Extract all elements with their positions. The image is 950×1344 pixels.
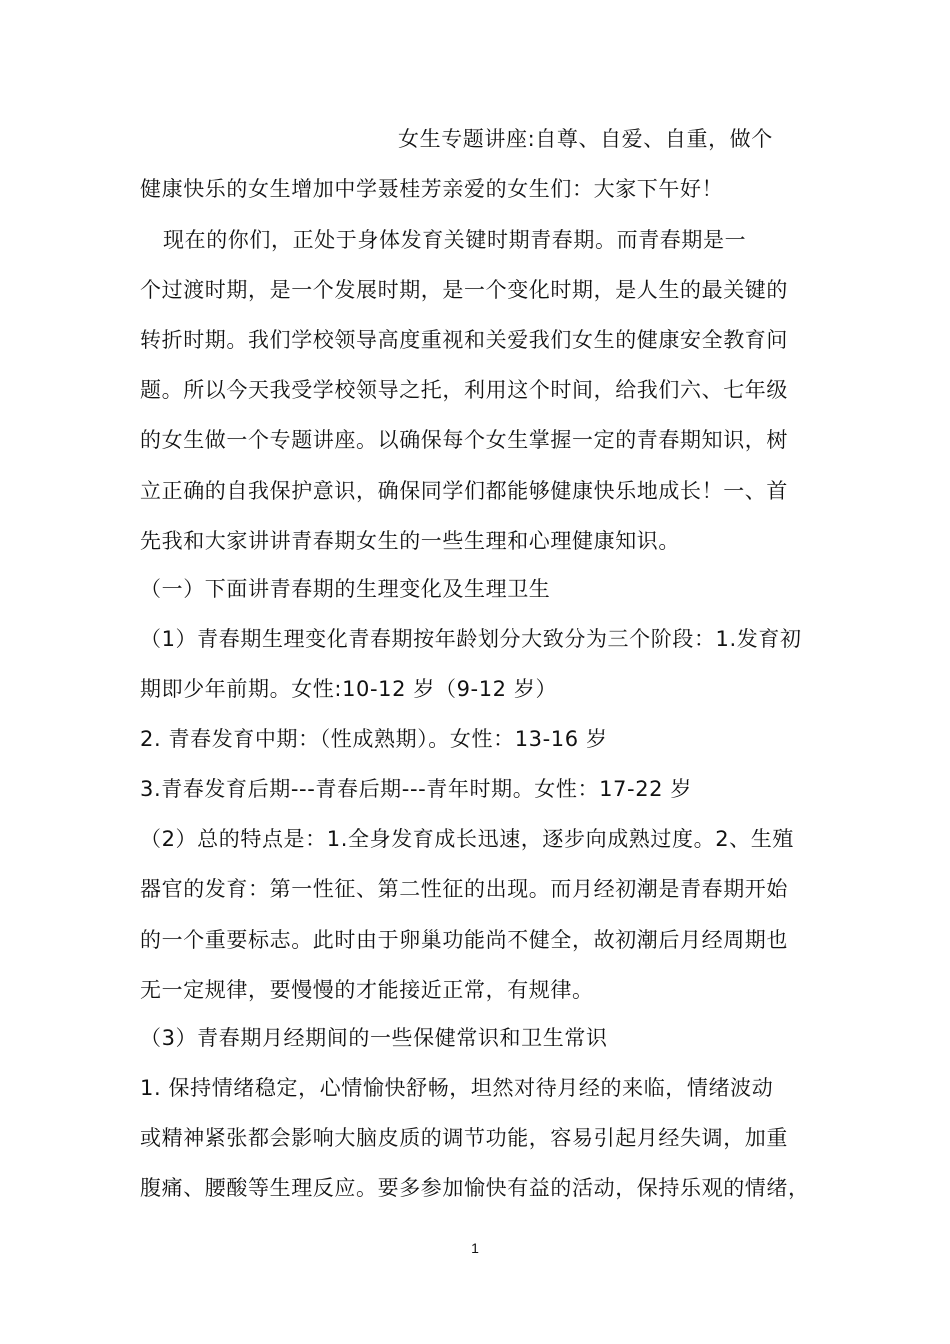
paragraph-line: 器官的发育：第一性征、第二性征的出现。而月经初潮是青春期开始 [140,877,788,901]
paragraph-line: （2）总的特点是：1.全身发育成长迅速，逐步向成熟过度。2、生殖 [140,827,794,851]
paragraph-line: 立正确的自我保护意识，确保同学们都能够健康快乐地成长！一、首 [140,479,788,503]
document-title-line-2: 健康快乐的女生增加中学聂桂芳亲爱的女生们：大家下午好！ [140,177,724,201]
section-heading: （一）下面讲青春期的生理变化及生理卫生 [140,577,551,601]
paragraph-line: （1）青春期生理变化青春期按年龄划分大致分为三个阶段：1.发育初 [140,627,802,651]
paragraph-line: 题。所以今天我受学校领导之托，利用这个时间，给我们六、七年级 [140,378,788,402]
paragraph-line: 先我和大家讲讲青春期女生的一些生理和心理健康知识。 [140,529,680,553]
paragraph-line: 3.青春发育后期---青春后期---青年时期。女性：17-22 岁 [140,777,692,801]
page-number: 1 [471,1240,479,1256]
paragraph-line: 无一定规律，要慢慢的才能接近正常，有规律。 [140,978,594,1002]
paragraph-line: 的女生做一个专题讲座。以确保每个女生掌握一定的青春期知识，树 [140,428,788,452]
section-heading: （3）青春期月经期间的一些保健常识和卫生常识 [140,1026,608,1050]
paragraph-line: 2. 青春发育中期：（性成熟期）。女性：13-16 岁 [140,727,608,751]
paragraph-line: 转折时期。我们学校领导高度重视和关爱我们女生的健康安全教育问 [140,328,788,352]
document-title-line-1: 女生专题讲座:自尊、自爱、自重，做个 [398,127,773,151]
paragraph-line: 1. 保持情绪稳定，心情愉快舒畅，坦然对待月经的来临，情绪波动 [140,1076,774,1100]
paragraph-line: 腹痛、腰酸等生理反应。要多参加愉快有益的活动，保持乐观的情绪， [140,1176,810,1200]
paragraph-line: 的一个重要标志。此时由于卵巢功能尚不健全，故初潮后月经周期也 [140,928,788,952]
paragraph-line: 现在的你们，正处于身体发育关键时期青春期。而青春期是一 [163,228,747,252]
paragraph-line: 个过渡时期，是一个发展时期，是一个变化时期，是人生的最关键的 [140,278,788,302]
paragraph-line: 或精神紧张都会影响大脑皮质的调节功能，容易引起月经失调，加重 [140,1126,788,1150]
paragraph-line: 期即少年前期。女性:10-12 岁（9-12 岁） [140,677,558,701]
